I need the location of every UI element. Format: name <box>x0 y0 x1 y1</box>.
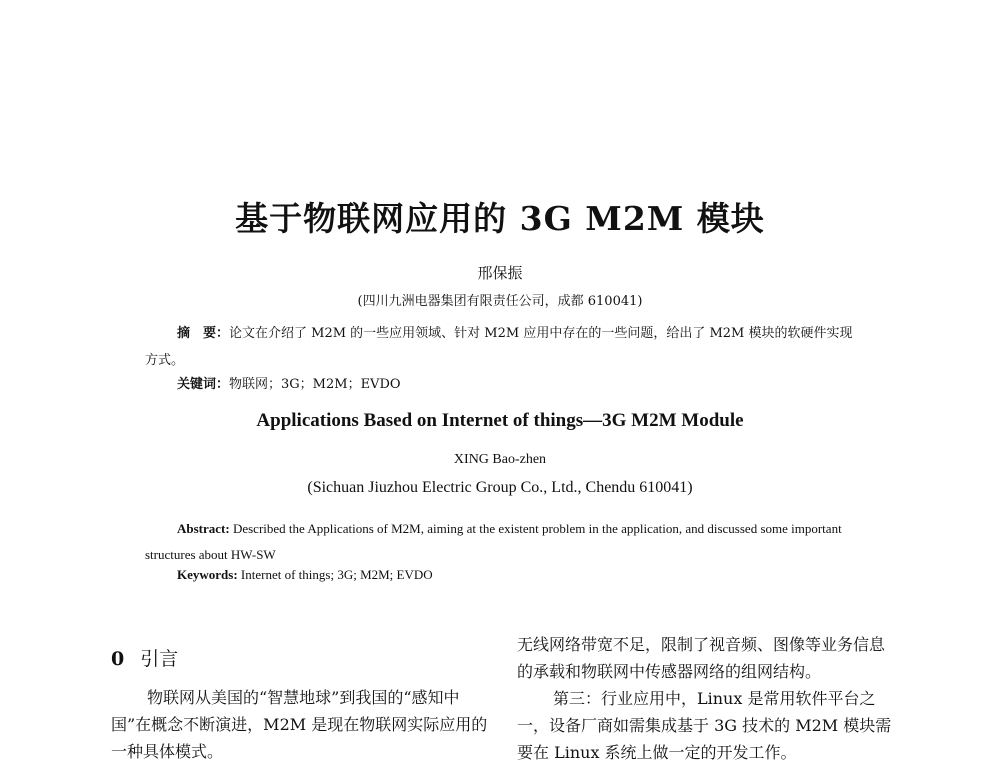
author-affiliation: (四川九洲电器集团有限责任公司，成都 610041) <box>357 294 643 309</box>
abstract-en-label: Abstract: <box>177 521 230 536</box>
section-title: 引言 <box>140 648 179 670</box>
keywords-cn-label: 关键词： <box>177 377 230 392</box>
keywords-cn <box>177 373 401 392</box>
body-paragraph: 第三：行业应用中，Linux 是常用软件平台之一，设备厂商如需集成基于 3G 技术的 M2M 模块需要在 Linux 系统上做一定的开发工作。 <box>517 689 892 762</box>
abstract-en <box>145 516 865 568</box>
author-name: 邢保振 <box>477 264 523 282</box>
keywords-en-text: Internet of things; 3G; M2M; EVDO <box>237 567 433 582</box>
keywords-en-label: Keywords: <box>177 567 238 582</box>
keywords-en <box>177 567 433 583</box>
body-column-left: 物联网从美国的“智慧地球”到我国的“感知中国”在概念不断演进，M2M 是现在物联网实际应用的一种具体模式。 <box>111 688 488 761</box>
author-name-en: XING Bao-zhen <box>453 452 547 467</box>
paper-title: 基于物联网应用的 3G M2M 模块 <box>235 199 765 238</box>
body-column-right <box>517 631 892 766</box>
abstract-en-text: Described the Applications of M2M, aiming at the existent problem in the application, and discussed some important structures about HW-SW <box>145 521 842 562</box>
body-paragraph: 无线网络带宽不足，限制了视音频、图像等业务信息的承载和物联网中传感器网络的组网结构。 <box>517 635 886 681</box>
abstract-cn-text: 论文在介绍了 M2M 的一些应用领域、针对 M2M 应用中存在的一些问题，给出了 M2M 模块的软硬件实现方式。 <box>145 326 853 368</box>
section-number: 0 <box>111 648 125 670</box>
abstract-cn-label: 摘 要： <box>177 326 230 341</box>
abstract-cn <box>145 320 865 374</box>
paper-title-en: Applications Based on Internet of things—3G M2M Module <box>256 410 744 431</box>
section-heading <box>111 644 178 671</box>
keywords-cn-text: 物联网；3G；M2M；EVDO <box>229 377 401 392</box>
author-affiliation-en: (Sichuan Jiuzhou Electric Group Co., Ltd., Chendu 610041) <box>307 479 693 496</box>
